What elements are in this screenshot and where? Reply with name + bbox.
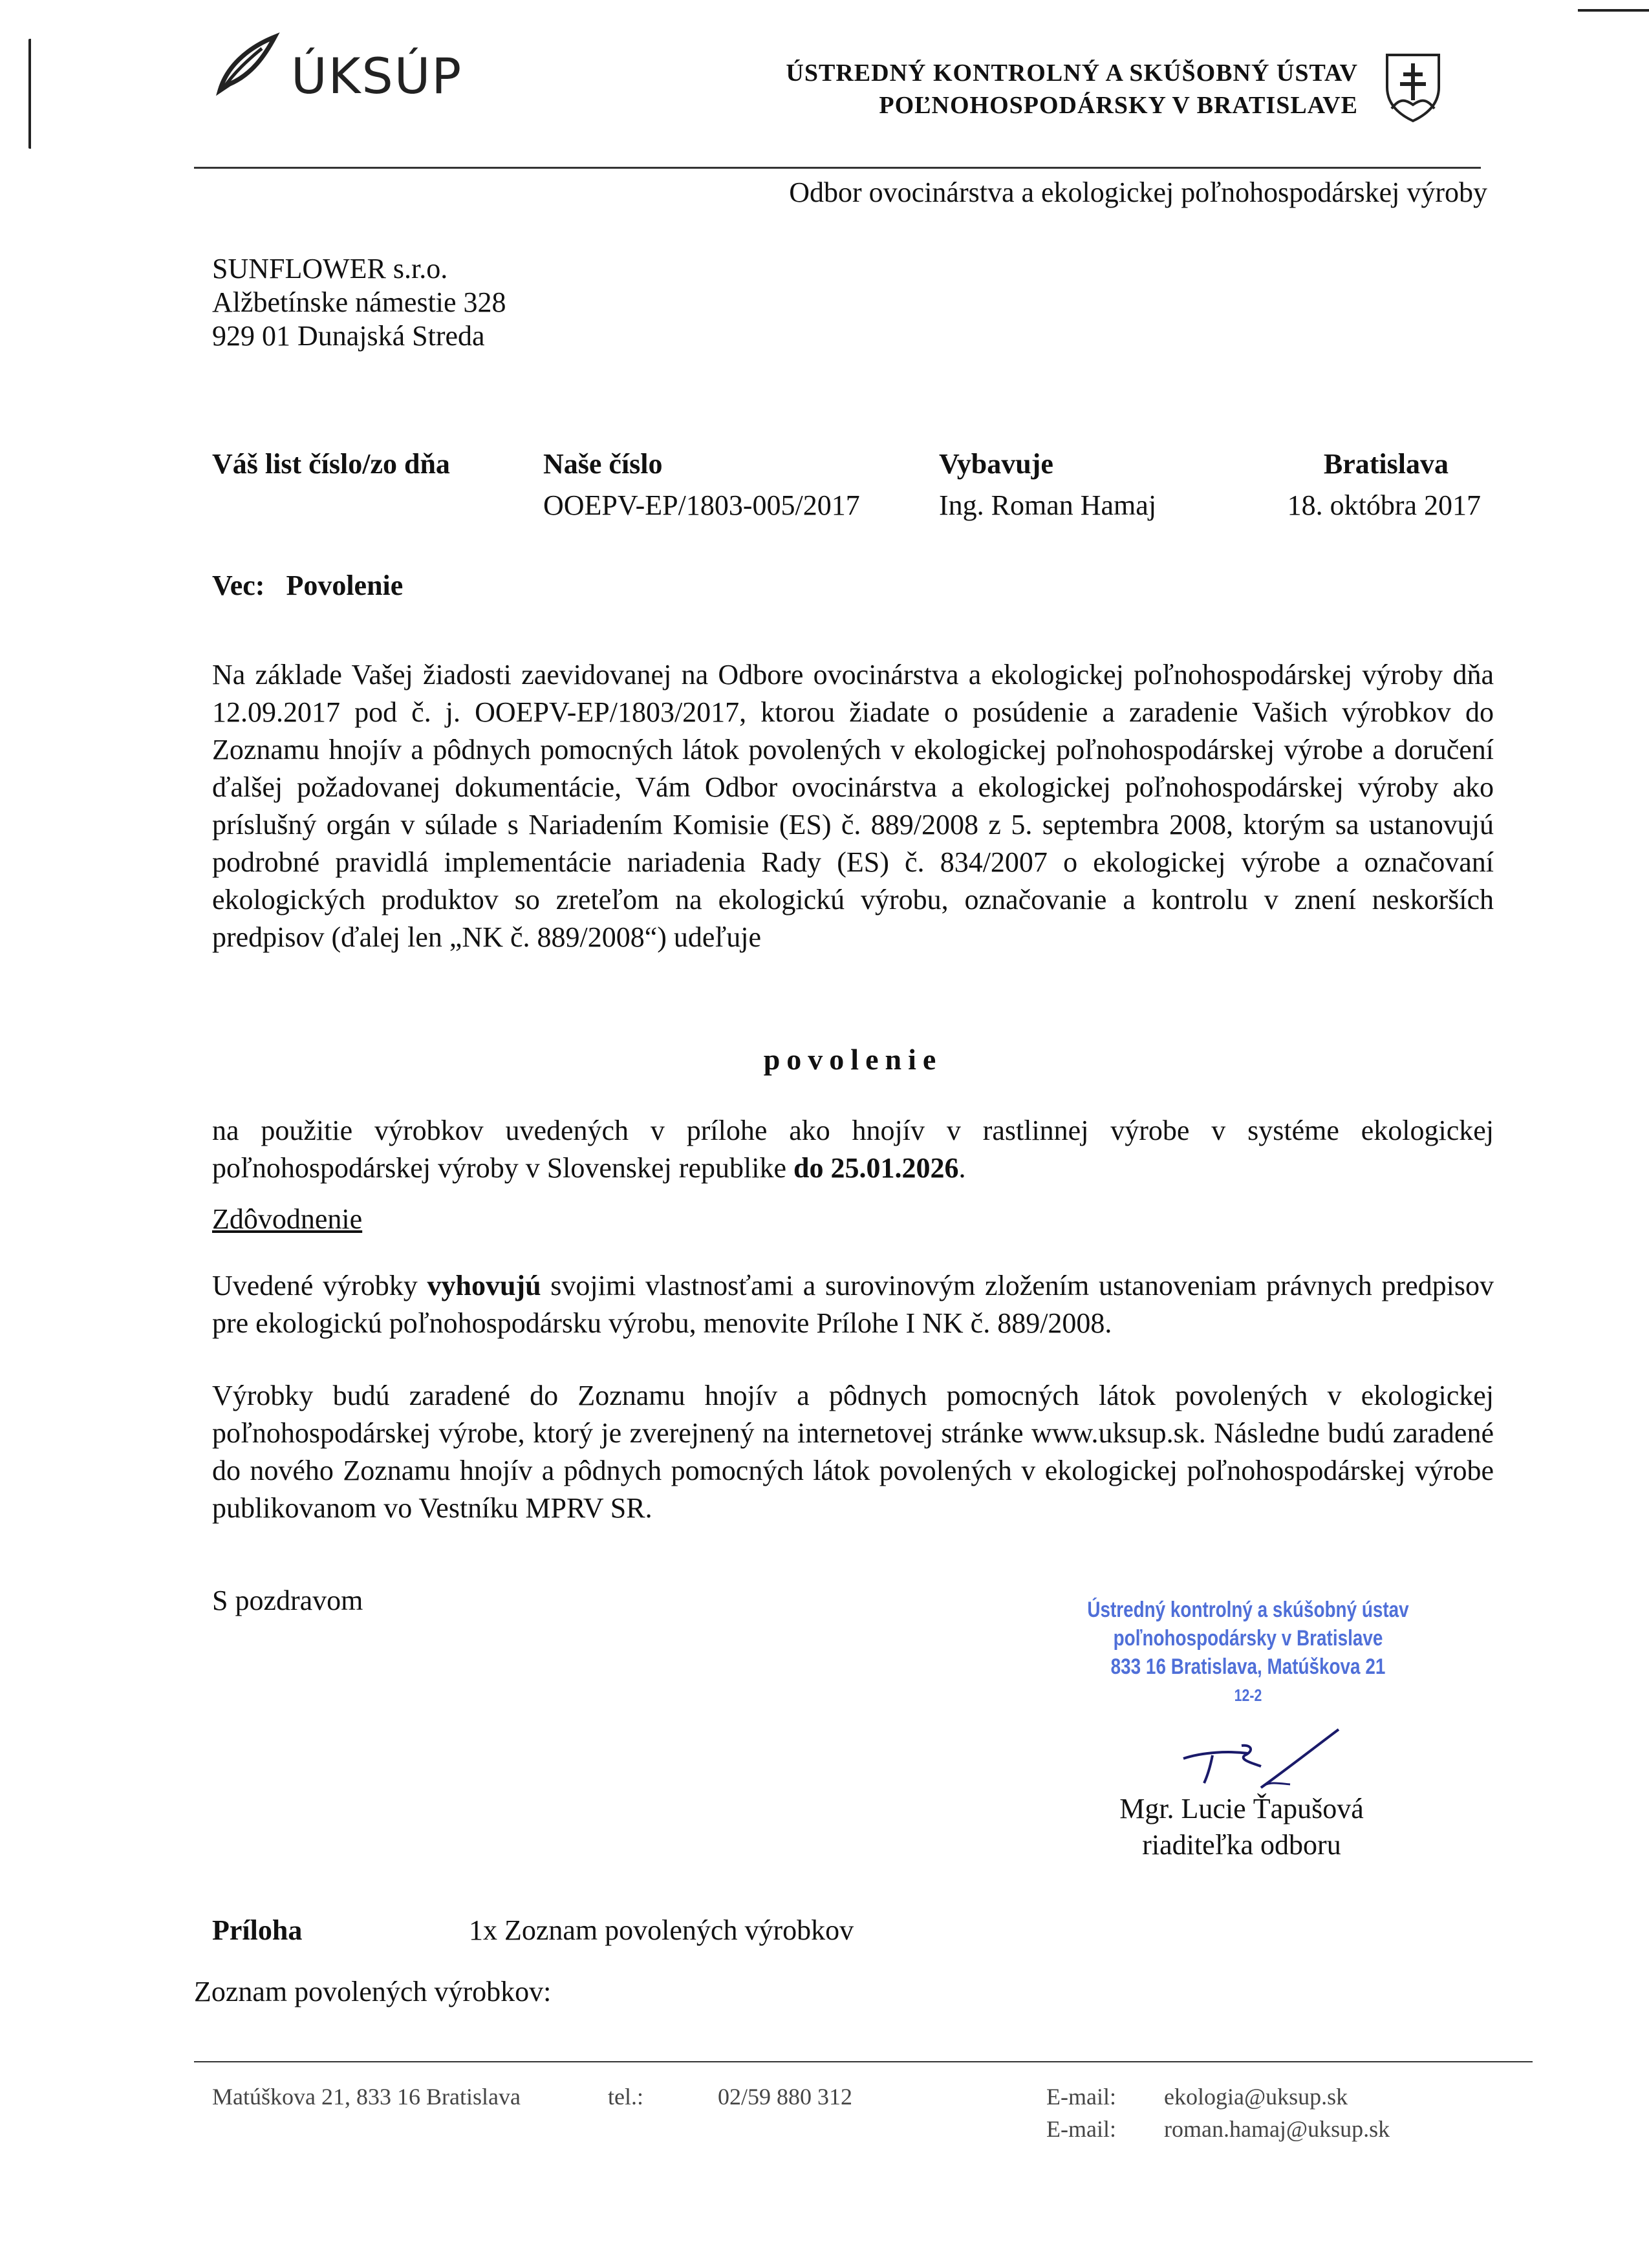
footer-tel-label: tel.: [608, 2084, 643, 2110]
official-stamp [1084, 1596, 1412, 1709]
footer-email: ekologia@uksup.sk [1164, 2084, 1348, 2110]
footer-tel: 02/59 880 312 [718, 2084, 853, 2110]
permission-paragraph [212, 1112, 1494, 1187]
addressee-city: 929 01 Dunajská Streda [212, 320, 485, 352]
subject-text: Povolenie [286, 570, 404, 601]
addressee-street: Alžbetínske námestie 328 [212, 286, 506, 318]
addressee-block [212, 252, 506, 353]
logo-text: ÚKSÚP [291, 47, 463, 105]
addressee-name: SUNFLOWER s.r.o. [212, 253, 448, 284]
stamp-line: poľnohospodársky v Bratislave [1113, 1626, 1383, 1651]
permission-heading: povolenie [763, 1043, 943, 1076]
uksup-logo [207, 29, 491, 107]
justification-bold: vyhovujú [427, 1270, 541, 1301]
header-divider [194, 167, 1481, 169]
product-list-title: Zoznam povolených výrobkov: [194, 1976, 552, 2007]
signatory-title: riaditeľka odboru [1142, 1829, 1341, 1861]
letter-date: 18. októbra 2017 [1287, 489, 1481, 521]
footer-email-label: E-mail: [1046, 2116, 1116, 2142]
footer-divider [194, 2061, 1533, 2062]
permission-text: na použitie výrobkov uvedených v prílohe ako hnojív v rastlinnej výrobe v systéme ekologickej poľnohospodárskej výroby v Slovenskej republike [212, 1115, 1494, 1184]
footer-email-label: E-mail: [1046, 2084, 1116, 2110]
attachment-value: 1x Zoznam povolených výrobkov [469, 1914, 854, 1946]
signatory-name: Mgr. Lucie Ťapušová [1119, 1793, 1364, 1824]
scan-artifact-line [1578, 9, 1649, 12]
stamp-line: 833 16 Bratislava, Matúškova 21 [1110, 1654, 1386, 1679]
greeting: S pozdravom [212, 1585, 363, 1616]
institute-name [647, 57, 1358, 122]
intro-paragraph: Na základe Vašej žiadosti zaevidovanej na Odbore ovocinárstva a ekologickej poľnohospodárskej výroby dňa 12.09.2017 pod č. j. OOEPV-EP/1803/2017, ktorou žiadate o posúdenie a zaradenie Vašich výrobkov do Zoznamu hnojív a pôdnych pomocných látok povolených v ekologickej poľnohospodárskej výrobe a doručení ďalšej požadovanej dokumentácie, Vám Odbor ovocinárstva a ekologickej poľnohospodárskej výroby ako príslušný orgán v súlade s Nariadením Komisie (ES) č. 889/2008 z 5. septembra 2008, ktorým sa ustanovujú podrobné pravidlá implementácie nariadenia Rady (ES) č. 834/2007 o ekologickej výrobe a označovaní ekologických produktov so zreteľom na ekologickú výrobu, označovanie a kontrolu v znení neskorších predpisov (ďalej len „NK č. 889/2008“) udeľuje [212, 659, 1494, 953]
stamp-line: Ústredný kontrolný a skúšobný ústav [1087, 1598, 1409, 1622]
justification-heading: Zdôvodnenie [212, 1203, 363, 1235]
attachment-label: Príloha [212, 1914, 303, 1946]
handled-by-value: Ing. Roman Hamaj [939, 489, 1157, 521]
department-name: Odbor ovocinárstva a ekologickej poľnohospodárskej výroby [789, 177, 1487, 208]
footer-email: roman.hamaj@uksup.sk [1164, 2116, 1390, 2142]
stamp-code: 12-2 [1234, 1685, 1262, 1705]
leaf-icon [207, 29, 285, 100]
scan-artifact-bracket [28, 39, 35, 149]
place-label: Bratislava [1323, 448, 1449, 480]
list-paragraph: Výrobky budú zaradené do Zoznamu hnojív a pôdnych pomocných látok povolených v ekologickej poľnohospodárskej výrobe, ktorý je zverejnený na internetovej stránke www.uksup.sk. Následne budú zaradené do nového Zoznamu hnojív a pôdnych pomocných látok povolených v ekologickej poľnohospodárskej výrobe publikovanom vo Vestníku MPRV SR. [212, 1380, 1494, 1524]
permission-deadline: do 25.01.2026 [793, 1152, 959, 1184]
subject-line [212, 569, 403, 602]
subject-label: Vec: [212, 570, 265, 601]
handled-by-label: Vybavuje [939, 448, 1053, 480]
justification-rest: svojimi vlastnosťami a surovinovým zložením ustanoveniam právnych predpisov pre ekologickú poľnohospodársku výrobu, menovite Prílohe I NK č. 889/2008. [212, 1270, 1494, 1339]
slovak-crest-icon [1384, 52, 1442, 123]
signatory-block [1073, 1791, 1410, 1863]
justification-paragraph [212, 1267, 1494, 1342]
permission-end: . [958, 1152, 966, 1184]
your-letter-label: Váš list číslo/zo dňa [212, 448, 450, 480]
footer-address: Matúškova 21, 833 16 Bratislava [212, 2084, 521, 2110]
institute-name-line: POĽNOHOSPODÁRSKY V BRATISLAVE [879, 92, 1358, 119]
institute-name-line: ÚSTREDNÝ KONTROLNÝ A SKÚŠOBNÝ ÚSTAV [786, 59, 1358, 87]
our-number-label: Naše číslo [543, 448, 663, 480]
justification-start: Uvedené výrobky [212, 1270, 418, 1301]
our-number-value: OOEPV-EP/1803-005/2017 [543, 489, 860, 521]
